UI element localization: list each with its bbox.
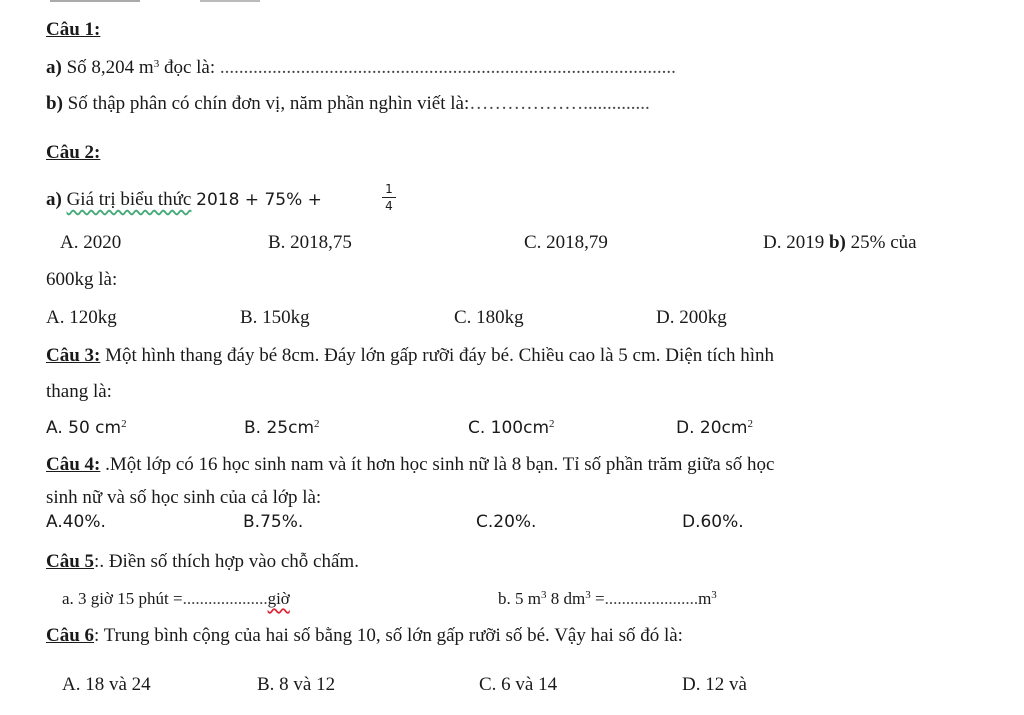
q5-b-line (498, 590, 717, 607)
q3-option-a: A. 50 cm (46, 418, 122, 438)
q4-option-d: D.60%. (682, 512, 744, 532)
q5-line (46, 552, 359, 571)
q3-option-d-exp: 2 (747, 418, 753, 430)
q5-b-mid: 8 dm (546, 589, 586, 608)
q2-fraction (382, 183, 396, 212)
q6-line (46, 626, 683, 645)
q3-option-d: D. 20cm (676, 418, 748, 438)
q5-a-text: a. 3 giờ 15 phút = (62, 589, 183, 608)
q5-b-eq: = (590, 589, 605, 608)
q1-a-line (46, 58, 676, 77)
q5-b-exp2: 3 (585, 589, 591, 601)
q2-a-expr: 2018 + 75% + (196, 190, 322, 210)
q5-text: :. Điền số thích hợp vào chỗ chấm. (94, 551, 359, 572)
q3-option-c-exp: 2 (549, 418, 555, 430)
q6-option-a: A. 18 và 24 (62, 674, 151, 695)
q1-a-exp: 3 (153, 58, 160, 70)
q5-b-text: b. 5 m (498, 589, 541, 608)
q3-option-d-wrap (676, 418, 753, 437)
q2-a-option-a: A. 2020 (60, 232, 122, 253)
q3-option-c: C. 100cm (468, 418, 550, 438)
q5-b-exp1: 3 (540, 589, 547, 601)
q3-option-c-wrap (468, 418, 555, 437)
q2-b-option-d: D. 200kg (656, 307, 727, 328)
q1-b-dots: ……………….............. (469, 93, 650, 114)
cropped-top-marks (50, 0, 310, 3)
q2-b-label: b) (828, 232, 846, 253)
q4-option-b: B.75%. (243, 512, 304, 532)
q2-a-line (46, 190, 322, 209)
q5-a-line (62, 590, 290, 607)
q6-option-c: C. 6 và 14 (479, 674, 558, 695)
q3-title: Câu 3: (46, 345, 101, 366)
q5-title: Câu 5 (46, 551, 95, 572)
q4-text2: sinh nữ và số học sinh của cả lớp là: (46, 487, 322, 508)
q2-frac-num: 1 (385, 182, 393, 196)
q3-option-b-exp: 2 (314, 418, 320, 430)
q5-b-unit: m (698, 589, 712, 608)
q1-a-label: a) (46, 57, 62, 78)
q6-text: : Trung bình cộng của hai số bằng 10, số lớn gấp rưỡi số bé. Vậy hai số đó là: (94, 625, 683, 646)
q1-b-label: b) (46, 93, 63, 114)
q6-title: Câu 6 (46, 625, 95, 646)
q1-title: Câu 1: (46, 19, 101, 40)
q3-option-b: B. 25cm (244, 418, 315, 438)
q1-b-text: Số thập phân có chín đơn vị, năm phần nghìn viết là: (67, 93, 470, 114)
q4-text: .Một lớp có 16 học sinh nam và ít hơn học sinh nữ là 8 bạn. Tỉ số phần trăm giữa số học (100, 454, 775, 475)
q3-line (46, 346, 774, 365)
q2-a-text: Giá trị biểu thức (66, 189, 192, 210)
q2-a-option-d-line (763, 233, 917, 252)
q3-option-a-wrap (46, 418, 127, 437)
q2-b-option-a: A. 120kg (46, 307, 117, 328)
q4-option-a: A.40%. (46, 512, 106, 532)
fraction-bar (382, 197, 396, 198)
q3-option-b-wrap (244, 418, 320, 437)
q2-a-option-d: D. 2019 (763, 232, 825, 253)
q4-line (46, 455, 775, 474)
q2-a-option-b: B. 2018,75 (268, 232, 352, 253)
q2-b-option-b: B. 150kg (240, 307, 310, 328)
q3-option-a-exp: 2 (121, 418, 127, 430)
q1-a-text2: đọc là: (159, 57, 220, 78)
q5-a-unit: giờ (267, 589, 290, 608)
q2-frac-den: 4 (385, 199, 393, 213)
q1-a-dots: ................................................................................................ (219, 57, 676, 78)
q3-text2: thang là: (46, 381, 112, 402)
q6-option-d: D. 12 và (682, 674, 747, 695)
q2-b-option-c: C. 180kg (454, 307, 524, 328)
q5-a-dots: .................... (182, 589, 268, 608)
q4-option-c: C.20%. (476, 512, 537, 532)
q6-option-b: B. 8 và 12 (257, 674, 336, 695)
q5-b-exp3: 3 (711, 589, 717, 601)
q2-a-option-c: C. 2018,79 (524, 232, 608, 253)
q4-title: Câu 4: (46, 454, 101, 475)
q5-b-dots: ...................... (604, 589, 699, 608)
q2-b-text: 25% của (850, 232, 917, 253)
q2-a-label: a) (46, 189, 62, 210)
q2-title: Câu 2: (46, 142, 101, 163)
q1-b-line (46, 94, 650, 113)
q2-b-text2: 600kg là: (46, 269, 118, 290)
q3-text: Một hình thang đáy bé 8cm. Đáy lớn gấp rưỡi đáy bé. Chiều cao là 5 cm. Diện tích hình (100, 345, 774, 366)
q1-a-text: Số 8,204 m (66, 57, 154, 78)
